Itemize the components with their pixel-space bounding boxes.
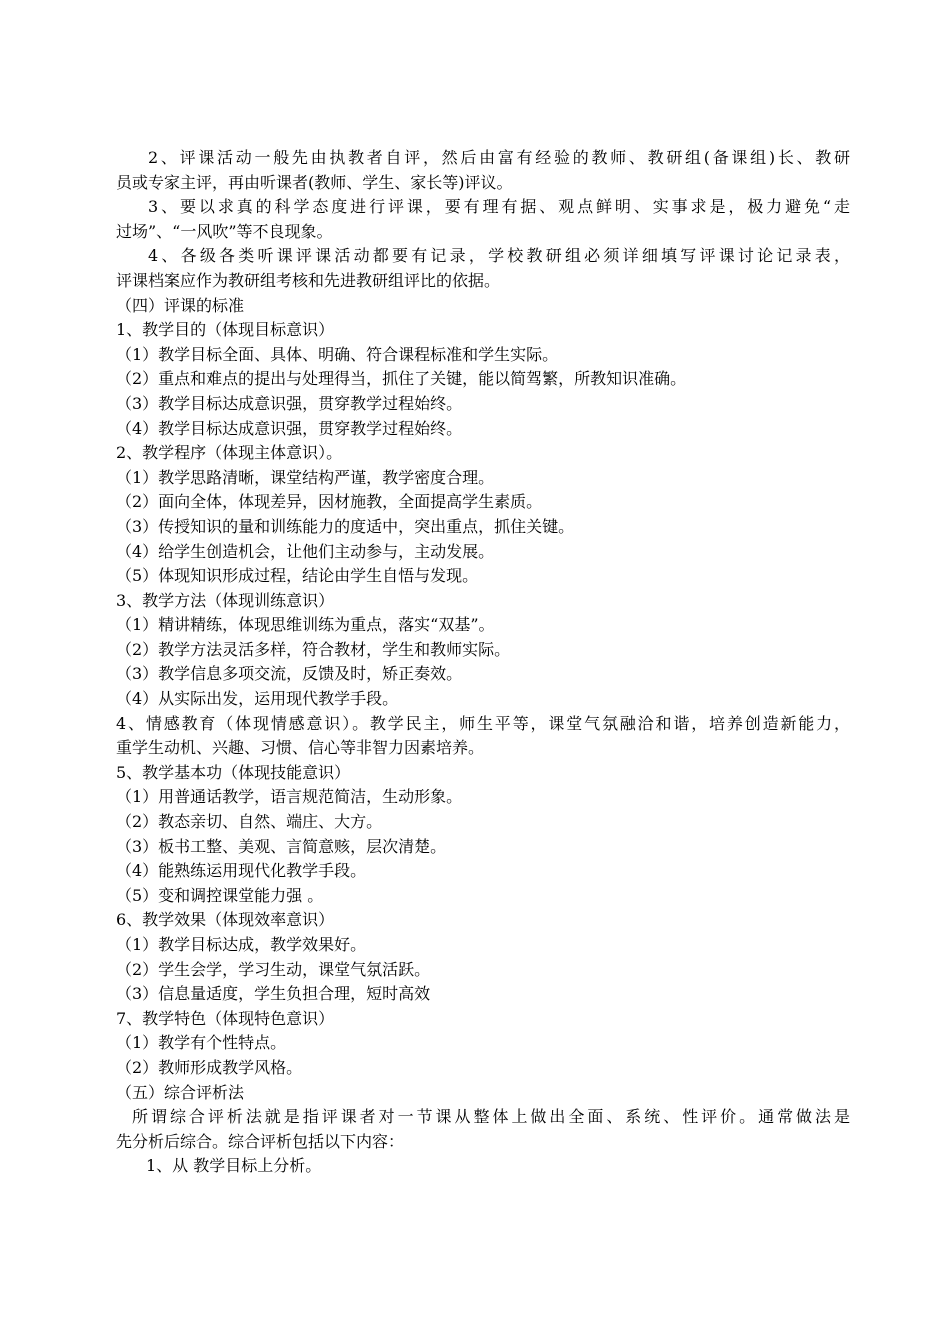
list-item: （5）体现知识形成过程，结论由学生自悟与发现。	[116, 566, 479, 586]
section-heading: （四）评课的标准	[116, 295, 245, 315]
list-item: （2）教学方法灵活多样，符合教材，学生和教师实际。	[116, 639, 511, 659]
paragraph-line: 4、情感教育（体现情感意识）。教学民主，师生平等，课堂气氛融洽和谐，培养创造新能力，	[116, 713, 850, 733]
list-item: （1）教学目标全面、具体、明确、符合课程标准和学生实际。	[116, 344, 559, 364]
list-item: （1）教学有个性特点。	[116, 1033, 287, 1053]
subsection-heading: 3、教学方法（体现训练意识）	[116, 590, 335, 610]
paragraph-line: 先分析后综合。综合评析包括以下内容：	[116, 1131, 405, 1151]
list-item: （3）教学目标达成意识强，贯穿教学过程始终。	[116, 393, 463, 413]
list-item: （4）从实际出发，运用现代教学手段。	[116, 689, 399, 709]
subsection-heading: 7、教学特色（体现特色意识）	[116, 1008, 335, 1028]
paragraph-line: 过场”、“一风吹”等不良现象。	[116, 221, 333, 241]
list-item: （1）精讲精练，体现思维训练为重点，落实“双基”。	[116, 615, 495, 635]
list-item: （3）信息量适度，学生负担合理，短时高效	[116, 984, 431, 1004]
subsection-heading: 1、教学目的（体现目标意识）	[116, 320, 335, 340]
list-item: （4）给学生创造机会，让他们主动参与，主动发展。	[116, 541, 495, 561]
list-item: （3）传授知识的量和训练能力的度适中，突出重点，抓住关键。	[116, 516, 575, 536]
list-item: （4）教学目标达成意识强，贯穿教学过程始终。	[116, 418, 463, 438]
subsection-heading: 5、教学基本功（体现技能意识）	[116, 762, 351, 782]
subsection-heading: 2、教学程序（体现主体意识）。	[116, 443, 343, 463]
list-item: （1）教学目标达成，教学效果好。	[116, 935, 367, 954]
list-item: （3）教学信息多项交流，反馈及时，矫正奏效。	[116, 664, 463, 684]
list-item: （2）重点和难点的提出与处理得当，抓住了关键，能以简驾繁，所教知识准确。	[116, 369, 687, 389]
paragraph-line: 4、各级各类听课评课活动都要有记录，学校教研组必须详细填写评课讨论记录表，	[148, 246, 850, 266]
list-item: （1）教学思路清晰，课堂结构严谨，教学密度合理。	[116, 467, 495, 487]
list-item: （5）变和调控课堂能力强 。	[116, 885, 324, 905]
list-item: （2）学生会学，学习生动，课堂气氛活跃。	[116, 959, 431, 979]
section-heading: （五）综合评析法	[116, 1082, 245, 1102]
paragraph-line: 员或专家主评，再由听课者(教师、学生、家长等)评议。	[116, 172, 513, 192]
list-item: （4）能熟练运用现代化教学手段。	[116, 861, 367, 881]
list-item: 1、从 教学目标上分析。	[146, 1156, 322, 1176]
paragraph-line: 重学生动机、兴趣、习惯、信心等非智力因素培养。	[116, 738, 485, 758]
paragraph-line: 所谓综合评析法就是指评课者对一节课从整体上做出全面、系统、性评价。通常做法是	[132, 1107, 850, 1127]
list-item: （3）板书工整、美观、言简意赅，层次清楚。	[116, 836, 447, 856]
subsection-heading: 6、教学效果（体现效率意识）	[116, 910, 335, 930]
list-item: （2）面向全体，体现差异，因材施教，全面提高学生素质。	[116, 492, 543, 512]
paragraph-line: 3、要以求真的科学态度进行评课，要有理有据、观点鲜明、实事求是，极力避免“走	[148, 197, 850, 217]
list-item: （2）教师形成教学风格。	[116, 1057, 303, 1077]
paragraph-line: 2、评课活动一般先由执教者自评，然后由富有经验的教师、教研组(备课组)长、教研	[148, 148, 850, 167]
document-page	[116, 146, 850, 1179]
paragraph-line: 评课档案应作为教研组考核和先进教研组评比的依据。	[116, 270, 501, 290]
list-item: （2）教态亲切、自然、端庄、大方。	[116, 812, 383, 832]
list-item: （1）用普通话教学，语言规范简洁，生动形象。	[116, 787, 463, 807]
